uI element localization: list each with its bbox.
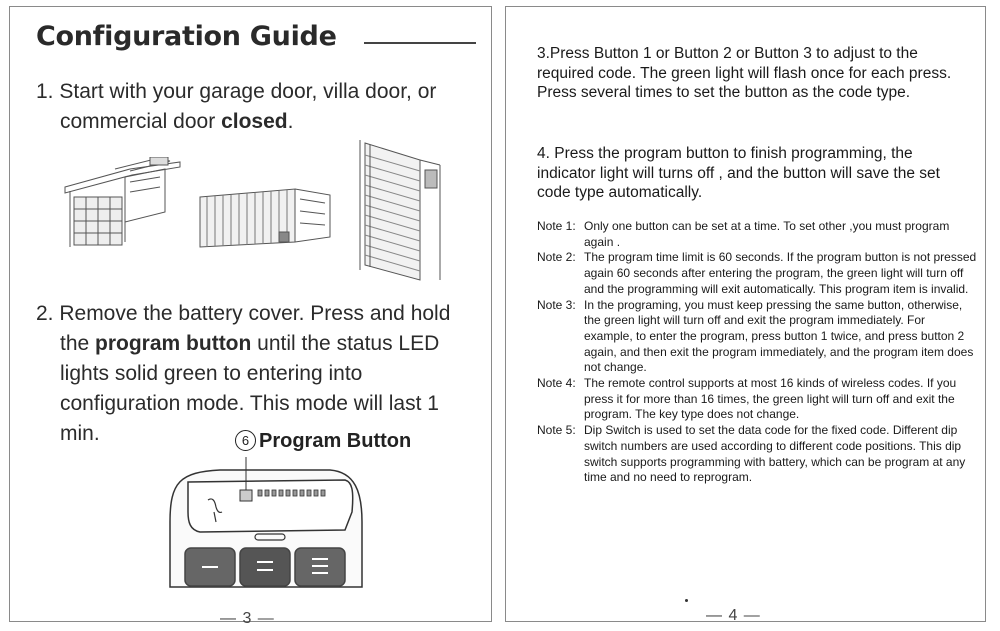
page-3 [9, 6, 492, 627]
garage-door-icon [60, 157, 185, 252]
step-2-line-1: 2. Remove the battery cover. Press and hold [36, 302, 451, 325]
page-number: — 3 — [220, 610, 275, 627]
step-2-line-3: lights solid green to entering into [60, 362, 363, 385]
remote-control-icon [160, 452, 370, 602]
note-3: Note 3: In the programing, you must keep pressing the same button, otherwise, the green light will turn off and exit the program immediately. For example, to enter the program, press button 1 twice, and press button 2 again, and then exit the program immediately, and the program item does not change. [537, 297, 974, 375]
step-2-line-4: configuration mode. This mode will last 1 [60, 392, 439, 415]
notes-list [537, 219, 977, 486]
stray-dot [685, 599, 688, 602]
step-4: 4. Press the program button to finish programming, the indicator light will turns off , and the button will save the set code type automatically. [537, 145, 940, 202]
step-1 [36, 77, 476, 137]
step-2-line-5: min. [60, 422, 100, 445]
title-rule [364, 42, 476, 44]
page-4 [505, 6, 986, 622]
rolling-shutter-icon [350, 135, 450, 285]
note-5: Note 5: Dip Switch is used to set the data code for the fixed code. Different dip switch numbers are used according to different code positions. This dip switch supports programming with battery, which can be program at any time and no need to reprogram. [537, 423, 966, 485]
page-title: Configuration Guide [36, 21, 337, 52]
closed-emphasis: closed [221, 110, 288, 133]
step-1-line-1: 1. Start with your garage door, villa door, or [36, 80, 437, 103]
step-2 [36, 299, 481, 449]
note-1: Note 1: Only one button can be set at a time. To set other ,you must program again . [537, 219, 950, 249]
step-3: 3.Press Button 1 or Button 2 or Button 3 to adjust to the required code. The green light will flash once for each press. Press several times to set the button as the code type. [537, 45, 952, 102]
step-1-line-2: commercial door closed. [60, 110, 294, 133]
program-button-emphasis: program button [95, 332, 252, 355]
note-4: Note 4: The remote control supports at most 16 kinds of wireless codes. If you press it for more than 16 times, the green light will turn off and exit the program. The key type does not change. [537, 376, 957, 422]
note-2: Note 2: The program time limit is 60 seconds. If the program button is not pressed again 60 seconds after entering the program, the green light will turn off and the programming will exit automatically. This program item is invalid. [537, 250, 977, 296]
page-number: — 4 — [706, 607, 761, 624]
sliding-gate-icon [195, 187, 335, 252]
step-2-line-2: the program button until the status LED [60, 332, 440, 355]
callout-number: 6 [235, 430, 256, 451]
program-button-label: 6 Program Button [235, 430, 411, 453]
